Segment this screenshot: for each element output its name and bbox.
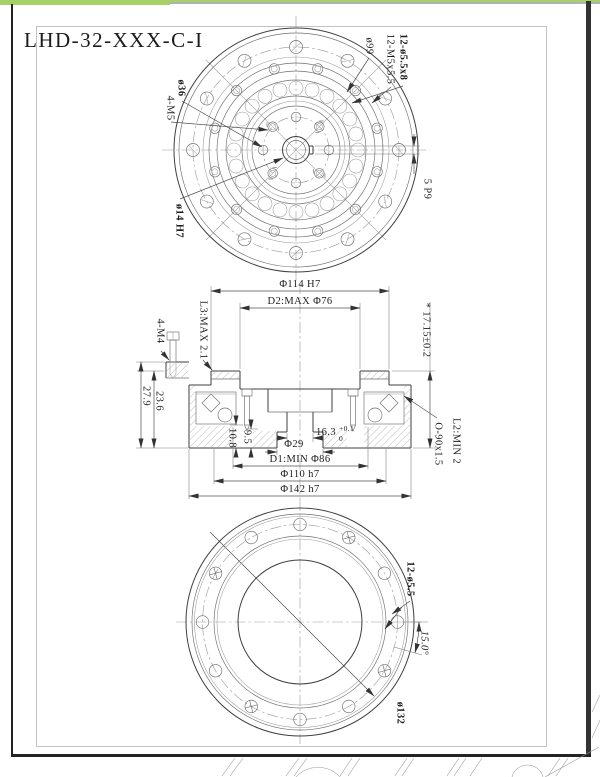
bottom-view: [176, 500, 430, 744]
label-cbore-holes: 12-ø5.5x8: [397, 33, 409, 81]
dim-mount-screws: 4-M4: [154, 318, 166, 344]
top-view: [162, 16, 433, 284]
dim-spigot-dia: Φ110 h7: [280, 469, 320, 480]
dim-d1-min: D1:MIN Φ86: [269, 454, 331, 465]
label-tapped-holes: 12-M5x5.5: [384, 33, 396, 85]
dim-step-small: 9.5: [241, 429, 253, 445]
dim-step-large: 10.8: [226, 428, 238, 448]
section-hatching: [167, 363, 410, 447]
drawing-title: LHD-32-XXX-C-I: [24, 28, 204, 52]
dim-l2-min: L2:MIN 2: [450, 417, 462, 465]
label-cover-screws: 4-M5: [164, 95, 176, 121]
dim-l3-max: L3:MAX 2.1: [197, 300, 209, 360]
section-dimensions: [136, 286, 437, 499]
label-bolt-holes: 12-ø5.5: [404, 561, 416, 597]
label-center-bore: ø14 H7: [173, 203, 185, 239]
label-hole-angle: 15.0°: [418, 630, 430, 656]
flange-bolt-left: [242, 389, 252, 431]
next-drawing-fragment: [222, 695, 600, 777]
dim-oring: O-90x1.5: [432, 422, 444, 466]
dim-total-height: * 17.15±0.2: [420, 302, 432, 358]
label-body-dia: ø132: [394, 701, 406, 725]
label-screw-circle-dia: ø36: [175, 79, 187, 97]
dim-height-body: 23.6: [153, 391, 165, 411]
bottom-view-centerlines: [176, 500, 424, 744]
dim-flange-dia: Φ142 h7: [280, 484, 320, 495]
dim-pilot-dia: Φ114 H7: [279, 279, 321, 290]
dim-spline-tol-lower: 0: [339, 434, 344, 443]
dim-spline-tol-upper: +0.1: [339, 424, 355, 433]
keyway: [309, 134, 420, 174]
dim-hollow-max: D2:MAX Φ76: [267, 296, 333, 307]
dim-height-with-screw: 27.9: [140, 386, 152, 406]
dim-spline-width: 16.3: [316, 427, 336, 438]
section-view: [136, 279, 462, 500]
dim-center-bore: Φ29: [284, 439, 304, 450]
label-keyway: 5 P9: [421, 178, 433, 200]
label-hole-circle-dia: ø99: [363, 37, 375, 55]
